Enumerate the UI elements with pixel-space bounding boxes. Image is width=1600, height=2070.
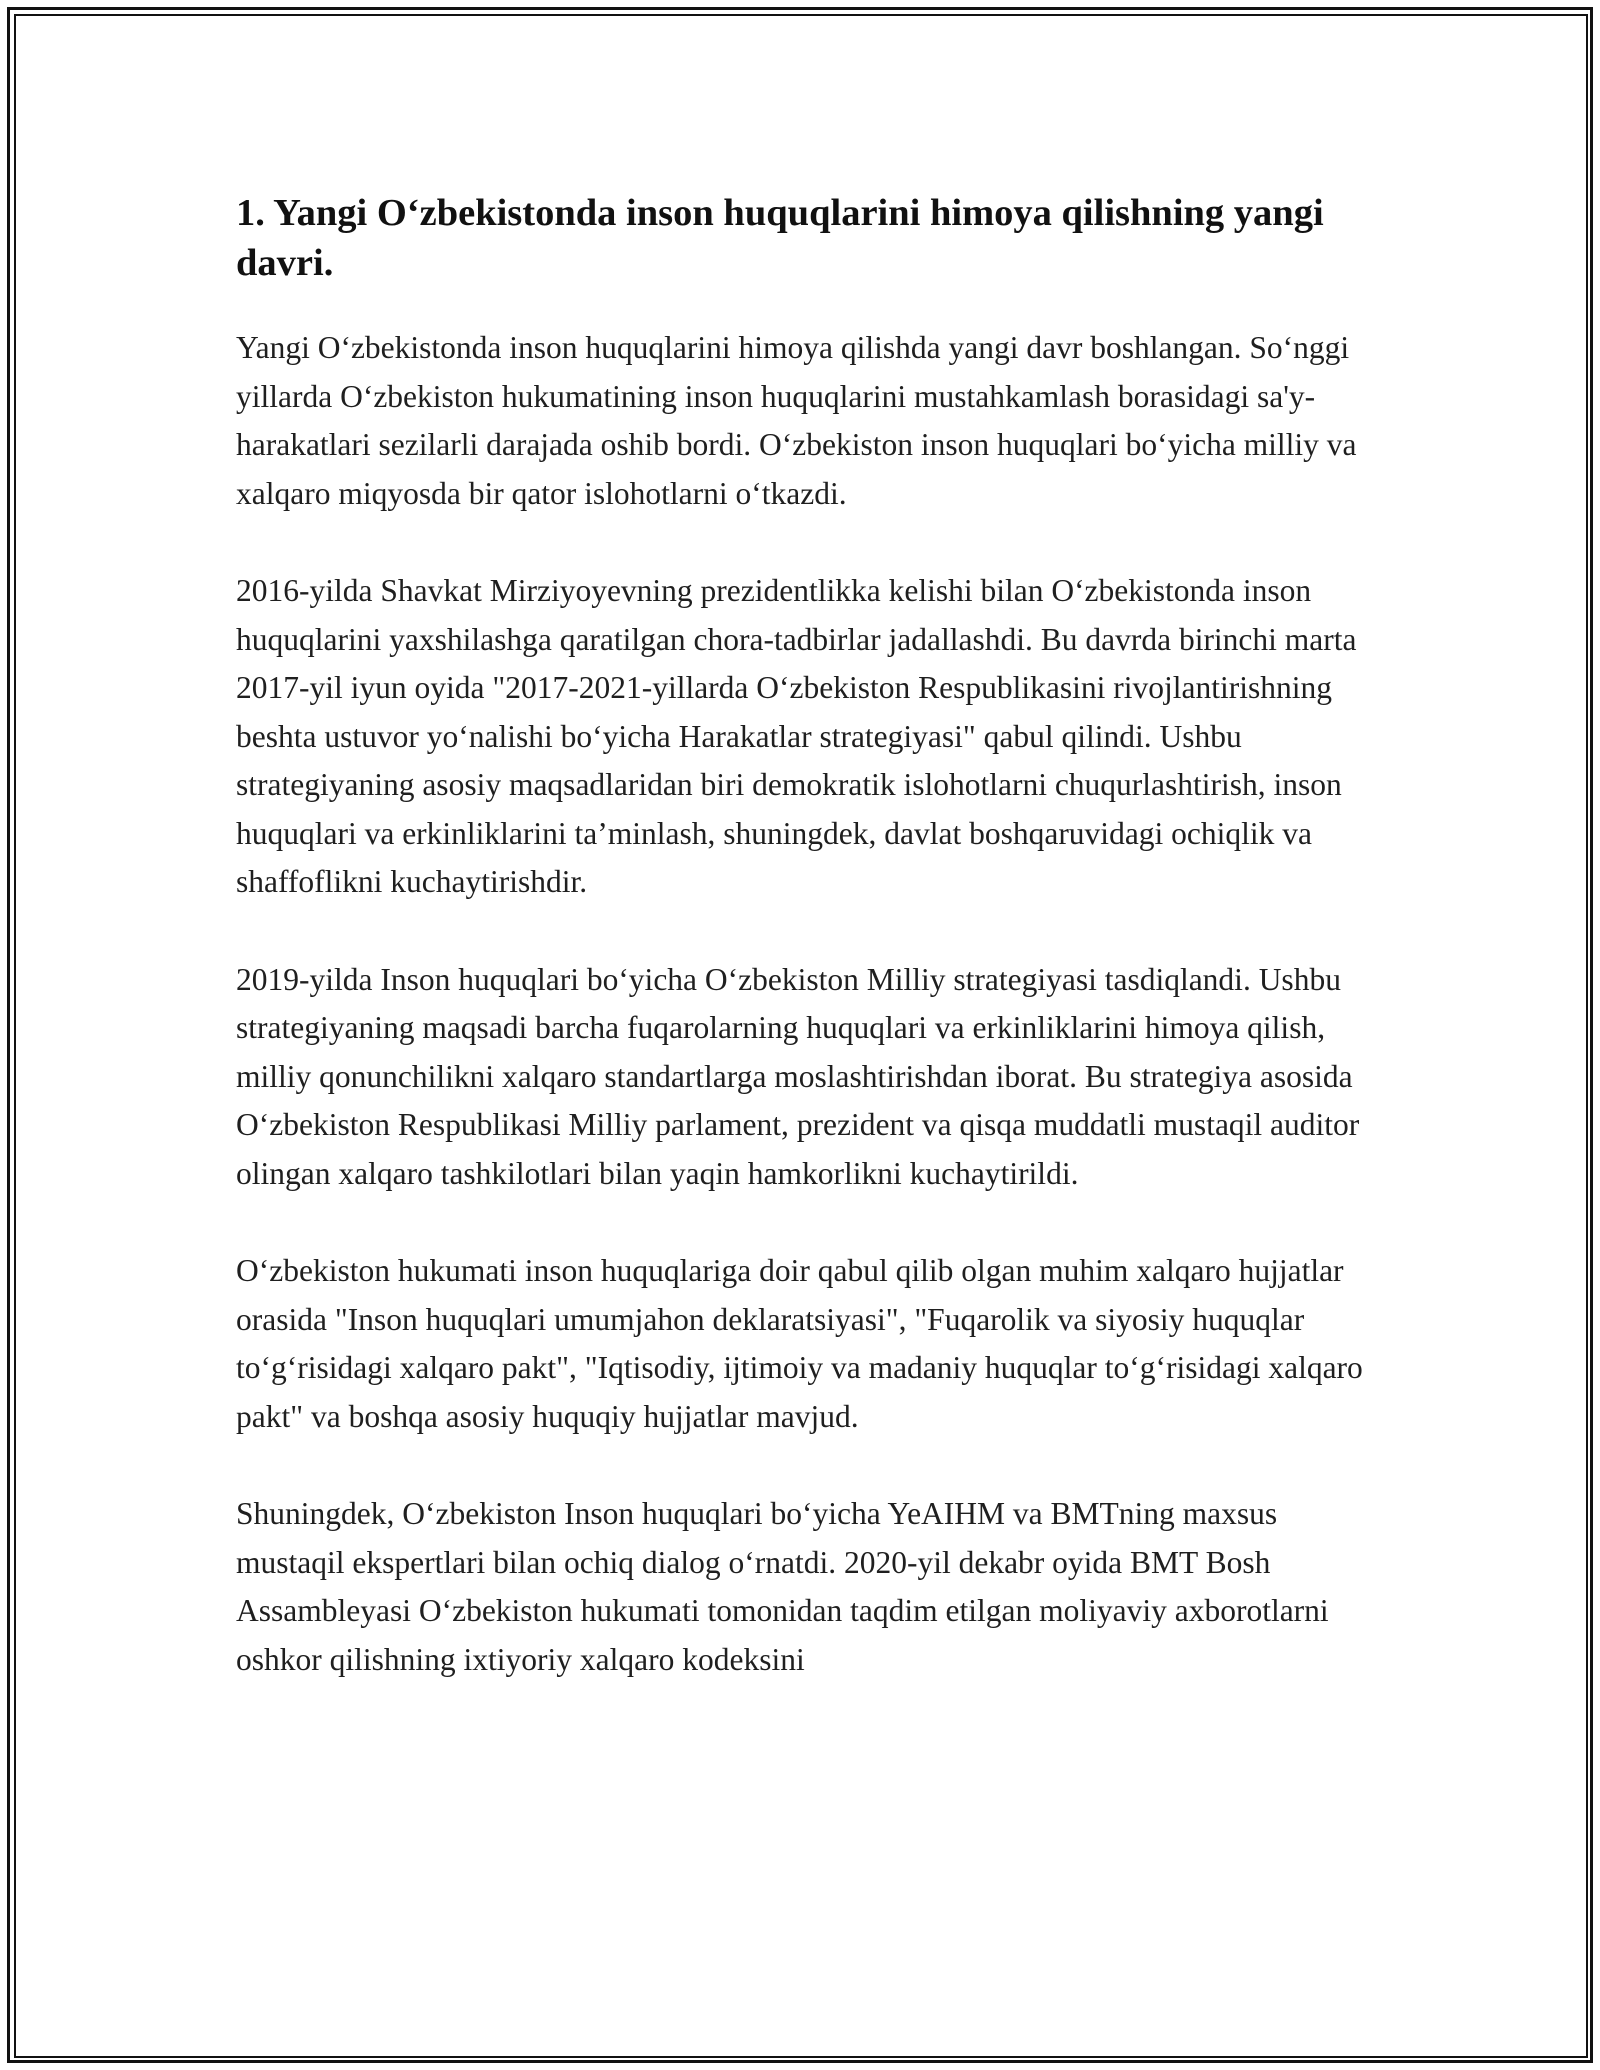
section-heading: 1. Yangi O‘zbekistonda inson huquqlarini himoya qilishning yangi davri. xyxy=(236,192,1324,284)
paragraph-5: Shuningdek, O‘zbekiston Inson huquqlari bo‘yicha YeAIHM va BMTning maxsus mustaqil ekspertlari bilan ochiq dialog o‘rnatdi. 2020-yil dekabr oyida BMT Bosh Assambleyasi O‘zbekiston hukumati tomonidan taqdim etilgan moliyaviy axborotlarni oshkor qilishning ixtiyoriy xalqaro kodeksini xyxy=(236,1496,1329,1677)
paragraph-3: 2019-yilda Inson huquqlari bo‘yicha O‘zbekiston Milliy strategiyasi tasdiqlandi. Ushbu strategiyaning maqsadi barcha fuqarolarning huquqlari va erkinliklarini himoya qilish, milliy qonunchilikni xalqaro standartlarga moslashtirishdan iborat. Bu strategiya asosida O‘zbekiston Respublikasi Milliy parlament, prezident va qisqa muddatli mustaqil auditor olingan xalqaro tashkilotlari bilan yaqin hamkorlikni kuchaytirildi. xyxy=(236,961,1360,1191)
document-body xyxy=(236,188,1364,1684)
paragraph-1: Yangi O‘zbekistonda inson huquqlarini himoya qilishda yangi davr boshlangan. So‘nggi yillarda O‘zbekiston hukumatining inson huquqlarini mustahkamlash borasidagi sa'y-harakatlari sezilarli darajada oshib bordi. O‘zbekiston inson huquqlari bo‘yicha milliy va xalqaro miqyosda bir qator islohotlarni o‘tkazdi. xyxy=(236,330,1357,511)
paragraph-2: 2016-yilda Shavkat Mirziyoyevning prezidentlikka kelishi bilan O‘zbekistonda inson huquqlarini yaxshilashga qaratilgan chora-tadbirlar jadallashdi. Bu davrda birinchi marta 2017-yil iyun oyida "2017-2021-yillarda O‘zbekiston Respublikasini rivojlantirishning beshta ustuvor yo‘nalishi bo‘yicha Harakatlar strategiyasi" qabul qilindi. Ushbu strategiyaning asosiy maqsadlaridan biri demokratik islohotlarni chuqurlashtirish, inson huquqlari va erkinliklarini ta’minlash, shuningdek, davlat boshqaruvidagi ochiqlik va shaffoflikni kuchaytirishdir. xyxy=(236,573,1357,899)
paragraph-4: O‘zbekiston hukumati inson huquqlariga doir qabul qilib olgan muhim xalqaro hujjatlar orasida "Inson huquqlari umumjahon deklaratsiyasi", "Fuqarolik va siyosiy huquqlar to‘g‘risidagi xalqaro pakt", "Iqtisodiy, ijtimoiy va madaniy huquqlar to‘g‘risidagi xalqaro pakt" va boshqa asosiy huquqiy hujjatlar mavjud. xyxy=(236,1253,1363,1434)
